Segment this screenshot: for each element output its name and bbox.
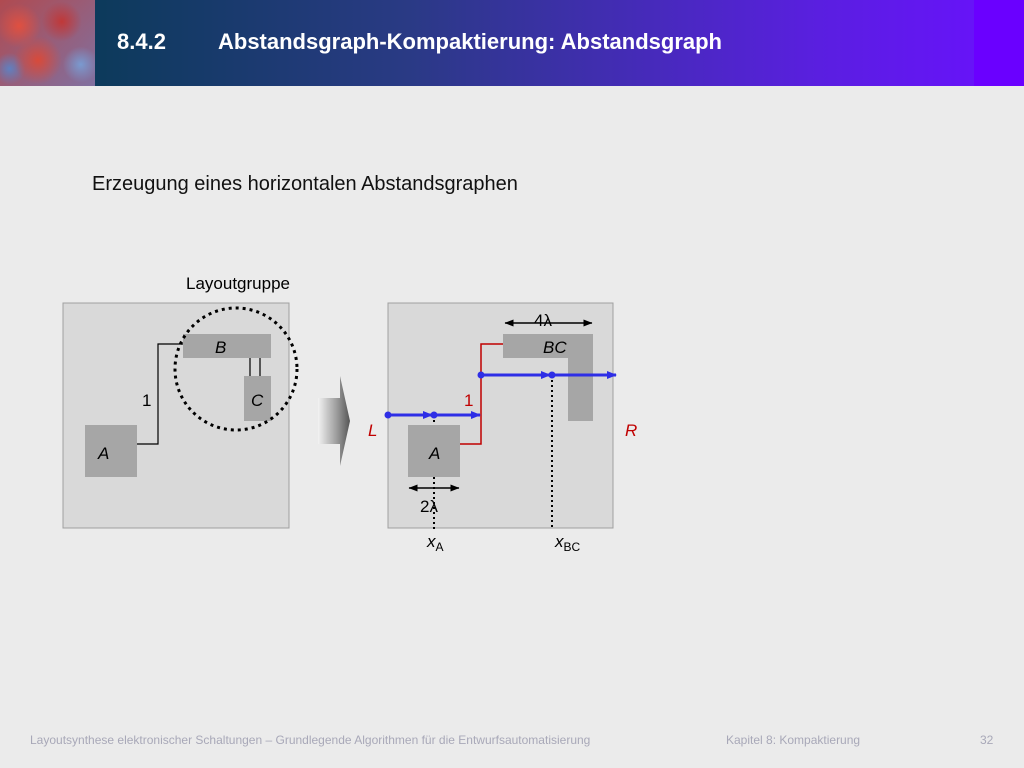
dimension-2-number: 2 (420, 497, 430, 516)
left-layout-panel (63, 274, 297, 528)
right-layout-panel (368, 303, 637, 554)
x-bc-var: x (555, 532, 564, 551)
node-a (431, 412, 438, 419)
block-b-label: B (215, 338, 227, 357)
block-b (183, 334, 271, 358)
block-a-label: A (98, 444, 110, 463)
slide-title: Abstandsgraph-Kompaktierung: Abstandsgraph (218, 29, 722, 54)
node-bc (549, 372, 556, 379)
block-a (85, 425, 137, 477)
x-a-var: x (427, 532, 436, 551)
lambda-symbol: λ (543, 311, 552, 330)
footer-course-title: Layoutsynthese elektronischer Schaltungen – Grundlegende Algorithmen für die Entwurfsautomatisierung (30, 733, 591, 747)
x-a-label (426, 532, 444, 554)
block-bc-label: BC (543, 338, 567, 357)
slide-subtitle: Erzeugung eines horizontalen Abstandsgraphen (92, 173, 518, 195)
section-number: 8.4.2 (117, 29, 166, 54)
x-bc-sub: BC (563, 540, 581, 554)
block-a-right-label: A (429, 444, 441, 463)
transform-arrow (318, 376, 350, 466)
lambda-symbol: λ (429, 497, 438, 516)
layoutgruppe-label: Layoutgruppe (186, 274, 290, 293)
footer-page-number: 32 (980, 733, 994, 747)
label-r: R (625, 421, 638, 440)
red-edge-weight: 1 (464, 391, 474, 410)
x-bc-label (554, 532, 581, 554)
label-l: L (368, 421, 378, 440)
block-bc-stem (568, 334, 593, 421)
dimension-4-lambda (534, 311, 552, 330)
node-l (385, 412, 392, 419)
dimension-4-number: 4 (534, 311, 544, 330)
dimension-2-lambda (420, 497, 438, 516)
node-join (478, 372, 485, 379)
edge-weight-label: 1 (142, 391, 152, 410)
block-c-label: C (251, 391, 264, 410)
footer-chapter: Kapitel 8: Kompaktierung (726, 733, 861, 747)
x-a-sub: A (435, 540, 444, 554)
